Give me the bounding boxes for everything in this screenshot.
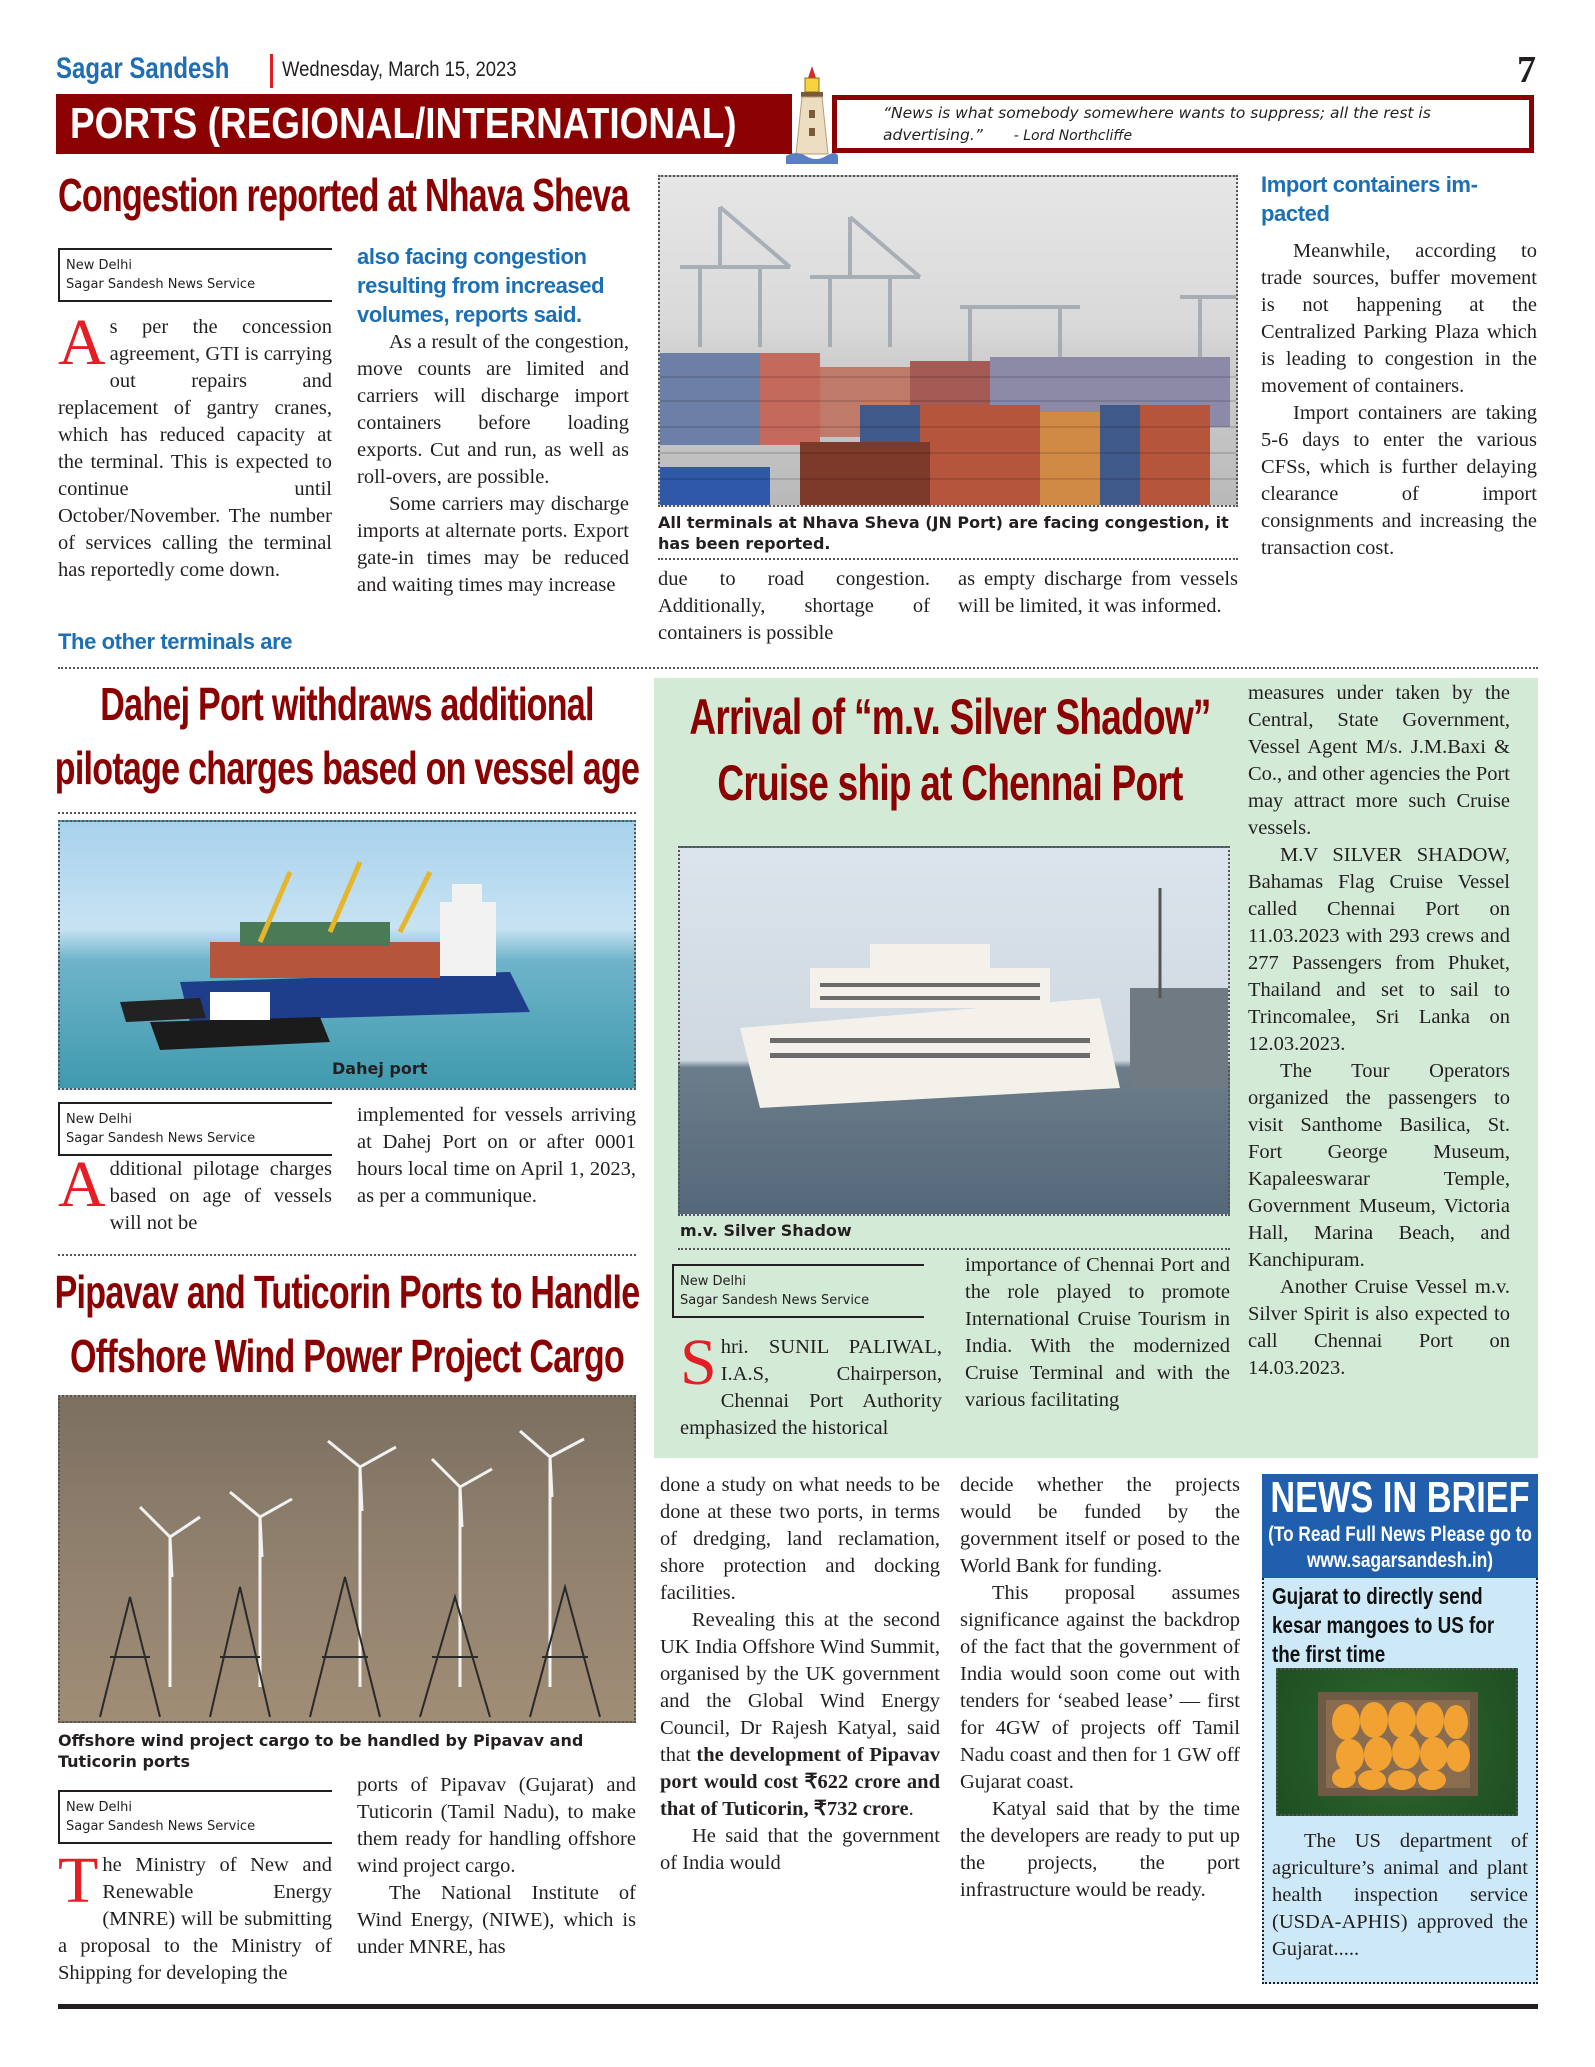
article3-headline: Arrival of “m.v. Silver Shadow” Cruise ship at Chennai Port bbox=[689, 689, 1211, 811]
divider bbox=[658, 558, 1238, 560]
news-in-brief-header bbox=[1262, 1474, 1538, 1578]
article1-col3: due to road congestion. Additionally, shortage of containers is possible bbox=[658, 568, 930, 644]
dropcap: T bbox=[58, 1844, 99, 1917]
article2-col1: A dditional pilotage charges based on age of vessels will not be bbox=[58, 1148, 332, 1234]
brand-divider bbox=[270, 54, 273, 88]
article3-byline: New Delhi Sagar Sandesh News Service bbox=[672, 1264, 924, 1318]
issue-date: Wednesday, March 15, 2023 bbox=[282, 58, 517, 81]
cargo-ship-illustration bbox=[60, 822, 634, 1088]
brand-logo: Sagar Sandesh bbox=[56, 52, 230, 85]
dahej-photo-caption: Dahej port bbox=[332, 1059, 428, 1078]
page-number: 7 bbox=[1517, 49, 1536, 91]
wind-turbines-illustration bbox=[60, 1397, 634, 1721]
article4-col2: ports of Pipavav (Gujarat) and Tuticorin (Tamil Nadu), to make them ready for handling offshore wind project cargo. The National Institute of Wind Energy, (NIWE), which is under MNRE, has bbox=[357, 1774, 636, 1958]
footer-rule bbox=[58, 2004, 1538, 2009]
quote-author: - Lord Northcliffe bbox=[1013, 128, 1133, 144]
byline-source: Sagar Sandesh News Service bbox=[66, 277, 256, 292]
nhava-sheva-photo bbox=[658, 175, 1238, 507]
article4-col4: decide whether the projects would be funded by the government itself or posed to the World Bank for funding. This proposal assumes significance against the backdrop of the fact that the government of India would soon come out with tenders for ‘seabed lease’ — first for 4GW of projects off Tamil Nadu coast and then for 1 GW off Gujarat coast. Katyal said that by the time the developers are ready to put up the projects, the port infrastructure would be ready. bbox=[960, 1474, 1240, 1901]
quote-body: “News is what somebody somewhere wants to suppress; all the rest is advertising.” bbox=[883, 104, 1431, 144]
section-title-bar bbox=[56, 94, 792, 154]
article2-headline: Dahej Port withdraws additional pilotage charges based on vessel age bbox=[54, 678, 640, 794]
quote-box bbox=[832, 95, 1534, 153]
divider bbox=[58, 812, 636, 814]
brief-item[interactable] bbox=[1272, 1582, 1528, 1669]
article4-headline: Pipavav and Tuticorin Ports to Handle Offshore Wind Power Project Cargo bbox=[54, 1266, 640, 1382]
article4-byline: New Delhi Sagar Sandesh News Service bbox=[58, 1790, 332, 1844]
section-title: PORTS (REGIONAL/INTERNATIONAL) bbox=[70, 99, 737, 148]
cruise-ship-illustration bbox=[680, 848, 1228, 1214]
article2-col2: implemented for vessels arriving at Dahej Port on or after 0001 hours local time on April 1, 2023, as per a communique. bbox=[357, 1104, 636, 1207]
article1-col1 bbox=[58, 306, 332, 584]
article1-side-subhead: Import containers im-pacted bbox=[1261, 172, 1478, 226]
silver-shadow-photo bbox=[678, 846, 1230, 1216]
dropcap: A bbox=[58, 1148, 106, 1221]
mango-crate-illustration bbox=[1278, 1670, 1516, 1814]
news-in-brief-title: NEWS IN BRIEF bbox=[1270, 1474, 1530, 1522]
mangoes-photo bbox=[1276, 1668, 1518, 1816]
article1-col4: as empty discharge from vessels will be limited, it was informed. bbox=[958, 568, 1238, 617]
article3-col3: measures under taken by the Central, State Government, Vessel Agent M/s. J.M.Baxi & Co., and other agencies the Port may attract more such Cruise vessels. M.V SILVER SHADOW, Bahamas Flag Cruise Vessel called Chennai Port on 11.03.2023 with 293 crews and 277 Passengers from Phuket, Thailand and set to sail to Trincomalee, Sri Lanka on 12.03.2023. The Tour Operators organized the passengers to visit Santhome Basilica, St. Fort George Museum, Kapaleeswarar Temple, Government Museum, Victoria Hall, Marina Beach, and Kanchipuram. Another Cruise Vessel m.v. Silver Spirit is also expected to call Chennai Port on 14.03.2023. bbox=[1248, 682, 1510, 1379]
article1-col2 bbox=[357, 242, 629, 599]
dropcap: S bbox=[680, 1326, 717, 1399]
divider bbox=[58, 1254, 636, 1256]
lighthouse-icon bbox=[786, 66, 838, 164]
article4-col3: done a study on what needs to be done at these two ports, in terms of dredging, land reclamation, shore protection and docking facilities. Revealing this at the second UK India Offshore Wind Summit, organised by the UK government and the Global Wind Energy Council, Dr Rajesh Katyal, said that the development of Pipavav port would cost ₹622 crore and that of Tuticorin, ₹732 crore. He said that the government of India would bbox=[660, 1474, 940, 1874]
article1-byline bbox=[58, 248, 332, 302]
news-in-brief-subtitle: (To Read Full News Please go to www.sagarsandesh.in) bbox=[1268, 1523, 1532, 1572]
article1-subhead-b: also facing congestion resulting from increased volumes, reports said. bbox=[357, 244, 605, 327]
brief-item-text: The US department of agriculture’s animal and plant health inspection service (USDA-APHIS) approved the Gujarat..... bbox=[1272, 1830, 1528, 1960]
nhava-sheva-photo-caption: All terminals at Nhava Sheva (JN Port) are facing congestion, it has been reported. bbox=[658, 513, 1229, 553]
section-divider bbox=[58, 667, 1538, 669]
silver-shadow-caption: m.v. Silver Shadow bbox=[680, 1221, 852, 1240]
article1-side-column: Import containers im-pacted Meanwhile, according to trade sources, buffer movement is not happening at the Centralized Parking Plaza which is leading to congestion in the movement of containers. Import containers are taking 5-6 days to enter the various CFSs, which is further delaying clearance of import consignments and increasing the transaction cost. bbox=[1261, 172, 1537, 559]
brief-item-headline[interactable]: Gujarat to directly send kesar mangoes to US for the first time bbox=[1272, 1583, 1495, 1667]
article3-col2: importance of Chennai Port and the role played to promote International Cruise Tourism in India. With the modernized Cruise Terminal and with the various facilitating bbox=[965, 1254, 1230, 1411]
container-yard-illustration bbox=[660, 177, 1236, 505]
quote-text bbox=[883, 102, 1523, 147]
article1-subhead-a: The other terminals are bbox=[58, 629, 293, 654]
dropcap: A bbox=[58, 306, 106, 379]
byline-city: New Delhi bbox=[66, 258, 132, 273]
article1-para: s per the concession agreement, GTI is carrying out repairs and replacement of gantry cranes, which has reduced capacity at the terminal. This is expected to continue until October/November. The number of services calling the terminal has reportedly come down. bbox=[58, 316, 332, 581]
article4-col1: T he Ministry of New and Renewable Energy (MNRE) will be submitting a proposal to the Ministry of Shipping for developing the bbox=[58, 1844, 332, 1984]
article3-col1: S hri. SUNIL PALIWAL, I.A.S, Chairperson, Chennai Port Authority emphasized the historical bbox=[680, 1326, 942, 1439]
wind-photo-caption: Offshore wind project cargo to be handled by Pipavav and Tuticorin ports bbox=[58, 1731, 584, 1771]
article2-byline: New Delhi Sagar Sandesh News Service bbox=[58, 1102, 332, 1156]
wind-turbines-photo bbox=[58, 1395, 636, 1723]
article1-para: As a result of the congestion, move counts are limited and carriers will discharge import containers before loading exports. Cut and run, as well as roll-overs, are possible. bbox=[357, 331, 629, 488]
divider bbox=[678, 1248, 1230, 1250]
article1-para: Some carriers may discharge imports at alternate ports. Export gate-in times may be reduced and waiting times may increase bbox=[357, 493, 629, 596]
dahej-port-photo bbox=[58, 820, 636, 1090]
article1-headline: Congestion reported at Nhava Sheva bbox=[58, 169, 629, 221]
